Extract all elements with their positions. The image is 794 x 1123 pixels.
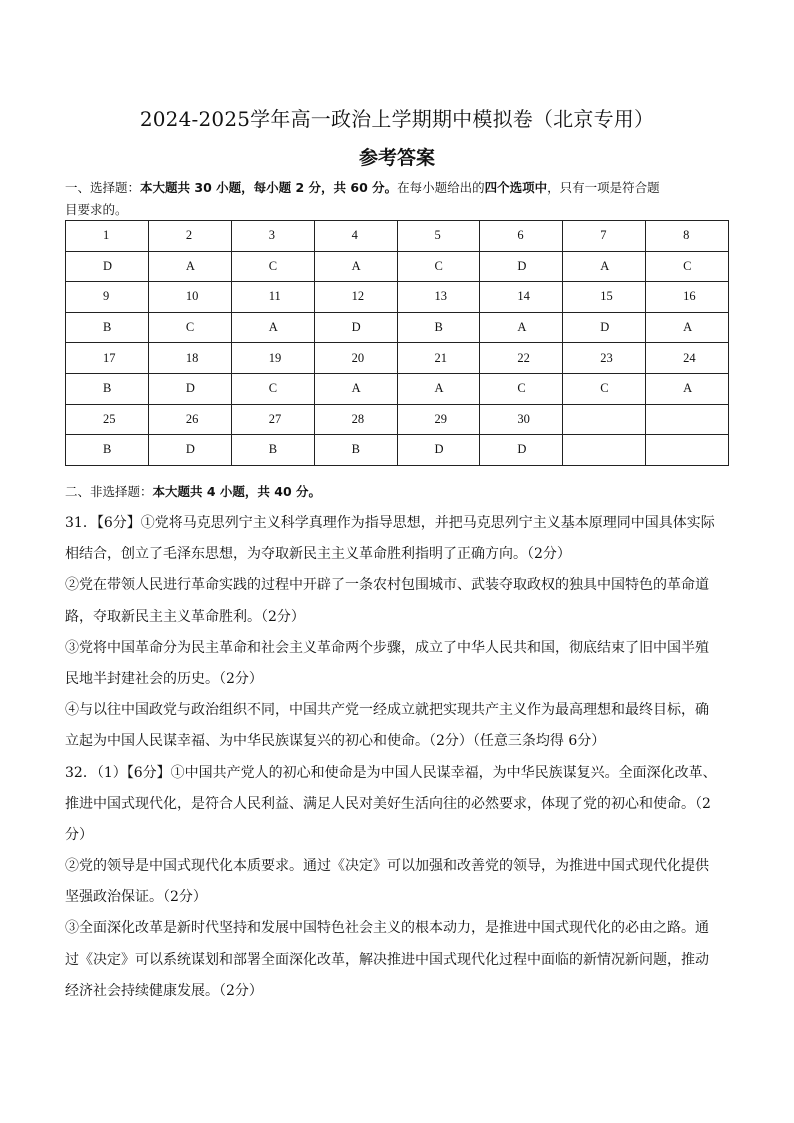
answer-cell: A bbox=[314, 373, 397, 404]
answer-cell: B bbox=[314, 435, 397, 466]
answer-line: 民地半封建社会的历史。（2分） bbox=[65, 670, 263, 687]
answer-cell: D bbox=[148, 435, 231, 466]
question-number-cell: 9 bbox=[66, 282, 149, 313]
answer-cell: A bbox=[231, 312, 314, 343]
answer-cell: B bbox=[66, 312, 149, 343]
answer-row bbox=[66, 312, 729, 343]
document-title: 2024-2025学年高一政治上学期期中模拟卷（北京专用） bbox=[139, 107, 655, 131]
question-number-cell: 24 bbox=[646, 343, 729, 374]
answer-cell: C bbox=[646, 251, 729, 282]
question-number-cell: 22 bbox=[480, 343, 563, 374]
answer-cell: B bbox=[397, 312, 480, 343]
question-number-cell: 1 bbox=[66, 221, 149, 252]
section-1-instructions bbox=[65, 177, 735, 221]
question-number-cell: 18 bbox=[148, 343, 231, 374]
question-number-cell: 14 bbox=[480, 282, 563, 313]
answer-line: 经济社会持续健康发展。（2分） bbox=[65, 982, 263, 999]
question-number-cell: 19 bbox=[231, 343, 314, 374]
answer-cell: A bbox=[563, 251, 646, 282]
question-number-cell: 10 bbox=[148, 282, 231, 313]
answer-line: 路，夺取新民主主义革命胜利。（2分） bbox=[65, 608, 305, 625]
answer-row bbox=[66, 373, 729, 404]
question-number-cell: 25 bbox=[66, 404, 149, 435]
answer-cell: D bbox=[480, 435, 563, 466]
answer-cell: C bbox=[148, 312, 231, 343]
question-number-cell: 28 bbox=[314, 404, 397, 435]
answer-line: ②党的领导是中国式现代化本质要求。通过《决定》可以加强和改善党的领导，为推进中国式现代化提供 bbox=[65, 858, 709, 875]
answer-cell: D bbox=[148, 373, 231, 404]
question-number-cell: 6 bbox=[480, 221, 563, 252]
question-number-cell: 16 bbox=[646, 282, 729, 313]
answer-line: 推进中国式现代化，是符合人民利益、满足人民对美好生活向往的必然要求，体现了党的初心和使命。（2 bbox=[65, 795, 711, 812]
answer-cell: A bbox=[480, 312, 563, 343]
question-number-cell: 21 bbox=[397, 343, 480, 374]
section-2-prefix: 二、非选择题： bbox=[65, 484, 153, 499]
question-number-cell bbox=[563, 404, 646, 435]
section-1-bold2: 四个选项中 bbox=[484, 180, 548, 195]
answer-line: ③全面深化改革是新时代坚持和发展中国特色社会主义的根本动力，是推进中国式现代化的必由之路。通 bbox=[65, 920, 709, 937]
answer-cell: B bbox=[66, 373, 149, 404]
answer-cell: D bbox=[563, 312, 646, 343]
question-number-cell: 4 bbox=[314, 221, 397, 252]
section-2-bold: 本大题共 4 小题，共 40 分。 bbox=[152, 484, 322, 499]
question-number-cell: 23 bbox=[563, 343, 646, 374]
answer-cell: C bbox=[480, 373, 563, 404]
answer-line: 相结合，创立了毛泽东思想，为夺取新民主主义革命胜利指明了正确方向。（2分） bbox=[65, 546, 571, 563]
question-number-cell: 8 bbox=[646, 221, 729, 252]
question-number-cell: 15 bbox=[563, 282, 646, 313]
question-number-cell: 3 bbox=[231, 221, 314, 252]
section-1-rest: ，只有一项是符合题 bbox=[547, 180, 660, 195]
document-subtitle: 参考答案 bbox=[358, 147, 435, 169]
answer-cell: C bbox=[231, 373, 314, 404]
answer-cell: C bbox=[563, 373, 646, 404]
section-1-line2: 目要求的。 bbox=[65, 202, 128, 217]
answer-cell: B bbox=[66, 435, 149, 466]
answer-cell: A bbox=[314, 251, 397, 282]
answer-cell: A bbox=[646, 373, 729, 404]
answer-row bbox=[66, 251, 729, 282]
answer-line: ②党在带领人民进行革命实践的过程中开辟了一条农村包围城市、武装夺取政权的独具中国特色的革命道 bbox=[65, 577, 709, 594]
answer-cell: C bbox=[231, 251, 314, 282]
question-number-cell: 27 bbox=[231, 404, 314, 435]
answer-body bbox=[65, 508, 745, 1007]
answer-line: 分） bbox=[65, 826, 93, 843]
answer-cell: D bbox=[314, 312, 397, 343]
question-number-row bbox=[66, 282, 729, 313]
question-number-cell: 2 bbox=[148, 221, 231, 252]
section-1-mid: 在每小题给出的 bbox=[397, 180, 485, 195]
question-number-cell: 30 bbox=[480, 404, 563, 435]
answer-line: 立起为中国人民谋幸福、为中华民族谋复兴的初心和使命。（2分）（任意三条均得 6分） bbox=[65, 733, 606, 750]
answer-cell: C bbox=[397, 251, 480, 282]
answer-cell: B bbox=[231, 435, 314, 466]
question-number-cell bbox=[646, 404, 729, 435]
answer-cell: D bbox=[397, 435, 480, 466]
answer-cell bbox=[646, 435, 729, 466]
answer-row bbox=[66, 435, 729, 466]
answer-line: ③党将中国革命分为民主革命和社会主义革命两个步骤，成立了中华人民共和国，彻底结束了旧中国半殖 bbox=[65, 639, 709, 656]
answer-table bbox=[65, 220, 729, 466]
question-number-cell: 12 bbox=[314, 282, 397, 313]
question-number-cell: 5 bbox=[397, 221, 480, 252]
question-number-cell: 29 bbox=[397, 404, 480, 435]
question-number-cell: 11 bbox=[231, 282, 314, 313]
question-number-row bbox=[66, 404, 729, 435]
answer-cell: D bbox=[480, 251, 563, 282]
question-number-cell: 13 bbox=[397, 282, 480, 313]
answer-cell: A bbox=[148, 251, 231, 282]
question-number-cell: 26 bbox=[148, 404, 231, 435]
question-number-cell: 7 bbox=[563, 221, 646, 252]
answer-cell bbox=[563, 435, 646, 466]
answer-cell: A bbox=[646, 312, 729, 343]
question-number-cell: 17 bbox=[66, 343, 149, 374]
section-2-instructions bbox=[65, 482, 321, 500]
answer-line: 过《决定》可以系统谋划和部署全面深化改革，解决推进中国式现代化过程中面临的新情况新问题，推动 bbox=[65, 951, 709, 968]
answer-line: 32．（1）【6分】①中国共产党人的初心和使命是为中国人民谋幸福，为中华民族谋复兴。全面深化改革、 bbox=[65, 764, 717, 781]
answer-line: ④与以往中国政党与政治组织不同，中国共产党一经成立就把实现共产主义作为最高理想和最终目标，确 bbox=[65, 702, 709, 719]
answer-line: 31．【6分】①党将马克思列宁主义科学真理作为指导思想，并把马克思列宁主义基本原理同中国具体实际 bbox=[65, 515, 715, 531]
section-1-bold: 本大题共 30 小题，每小题 2 分，共 60 分。 bbox=[140, 180, 398, 195]
answer-cell: A bbox=[397, 373, 480, 404]
question-number-row bbox=[66, 221, 729, 252]
answer-line: 坚强政治保证。（2分） bbox=[65, 889, 207, 906]
section-1-prefix: 一、选择题： bbox=[65, 180, 141, 195]
question-number-row bbox=[66, 343, 729, 374]
question-number-cell: 20 bbox=[314, 343, 397, 374]
answer-cell: D bbox=[66, 251, 149, 282]
